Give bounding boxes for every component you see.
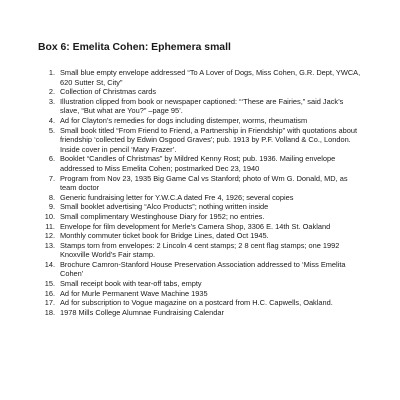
list-item xyxy=(38,193,364,203)
list-item-text: Stamps torn from envelopes: 2 Lincoln 4 cent stamps; 2 8 cent flag stamps; one 1992 Knoxville World’s Fair stamp. xyxy=(60,240,340,260)
list-item-number: 4. xyxy=(48,115,55,125)
list-item-number: 13. xyxy=(44,240,55,250)
list-item-text: 1978 Mills College Alumnae Fundraising Calendar xyxy=(60,307,224,317)
list-item xyxy=(38,154,364,173)
list-item-number: 10. xyxy=(44,211,55,221)
list-item xyxy=(38,97,364,116)
list-item xyxy=(38,231,364,241)
list-item-number: 5. xyxy=(48,125,55,135)
list-item-number: 8. xyxy=(48,192,55,202)
list-item-number: 18. xyxy=(44,307,55,317)
list-item xyxy=(38,126,364,155)
list-item-text: Small blue empty envelope addressed “To A Lover of Dogs, Miss Cohen, G.R. Dept, YWCA, 620 Sutter St, City” xyxy=(60,68,361,87)
ephemera-item-list xyxy=(38,68,364,317)
list-item-text: Small book titled “From Friend to Friend, a Partnership in Friendship” with quotations about friendship ‘collected by Edwin Osgood Graves’; pub. 1913 by P.F. Volland & Co., London. Inside cover in pencil ‘Mary Frazer’. xyxy=(60,125,357,154)
list-item xyxy=(38,241,364,260)
list-item-text: Brochure Camron-Stanford House Preservation Association addressed to ‘Miss Emelita Cohen’ xyxy=(60,259,346,279)
list-item xyxy=(38,87,364,97)
list-item-text: Monthly commuter ticket book for Bridge Lines, dated Oct 1945. xyxy=(60,231,269,241)
document-title: Box 6: Emelita Cohen: Ephemera small xyxy=(38,42,231,53)
list-item-text: Small receipt book with tear-off tabs, empty xyxy=(60,279,202,289)
list-item xyxy=(38,298,364,308)
list-item-number: 12. xyxy=(44,231,55,241)
list-item-text: Illustration clipped from book or newspaper captioned: “‘These are Fairies,” said Jack’s slave, “But what are You?” –page 95’. xyxy=(60,96,344,116)
list-item-number: 7. xyxy=(48,173,55,183)
list-item-number: 14. xyxy=(44,259,55,269)
list-item xyxy=(38,308,364,318)
list-item-number: 15. xyxy=(44,279,55,289)
list-item xyxy=(38,289,364,299)
list-item xyxy=(38,68,364,87)
list-item-number: 1. xyxy=(48,68,55,77)
list-item xyxy=(38,212,364,222)
list-item-number: 2. xyxy=(48,87,55,97)
list-item-text: Ad for subscription to Vogue magazine on a postcard from H.C. Capwells, Oakland. xyxy=(60,298,333,308)
list-item-number: 6. xyxy=(48,154,55,164)
list-item-text: Ad for Clayton’s remedies for dogs including distemper, worms, rheumatism xyxy=(60,115,308,125)
list-item-text: Envelope for film development for Merle’s Camera Shop, 3306 E. 14th St. Oakland xyxy=(60,221,331,231)
list-item xyxy=(38,279,364,289)
list-item xyxy=(38,202,364,212)
list-item-text: Small booklet advertising “Alco Products”; nothing written inside xyxy=(60,202,269,212)
list-item-text: Booklet “Candles of Christmas” by Mildred Kenny Rost; pub. 1936. Mailing envelope addressed to Miss Emelita Cohen; postmarked Dec 23, 1940 xyxy=(60,154,336,173)
list-item-text: Generic fundraising letter for Y.W.C.A dated Fre 4, 1926; several copies xyxy=(60,192,294,202)
list-item-number: 16. xyxy=(44,288,55,298)
list-item xyxy=(38,174,364,193)
list-item xyxy=(38,260,364,279)
list-item-text: Small complimentary Westinghouse Diary for 1952; no entries. xyxy=(60,211,265,221)
list-item xyxy=(38,222,364,232)
list-item-number: 9. xyxy=(48,202,55,212)
list-item xyxy=(38,116,364,126)
list-item-text: Collection of Christmas cards xyxy=(60,87,157,97)
list-item-text: Ad for Murle Permanent Wave Machine 1935 xyxy=(60,288,208,298)
list-item-number: 17. xyxy=(44,298,55,308)
list-item-number: 11. xyxy=(45,221,55,231)
list-item-number: 3. xyxy=(48,96,55,106)
list-item-text: Program from Nov 23, 1935 Big Game Cal vs Stanford; photo of Wm G. Donald, MD, as team doctor xyxy=(60,173,348,193)
